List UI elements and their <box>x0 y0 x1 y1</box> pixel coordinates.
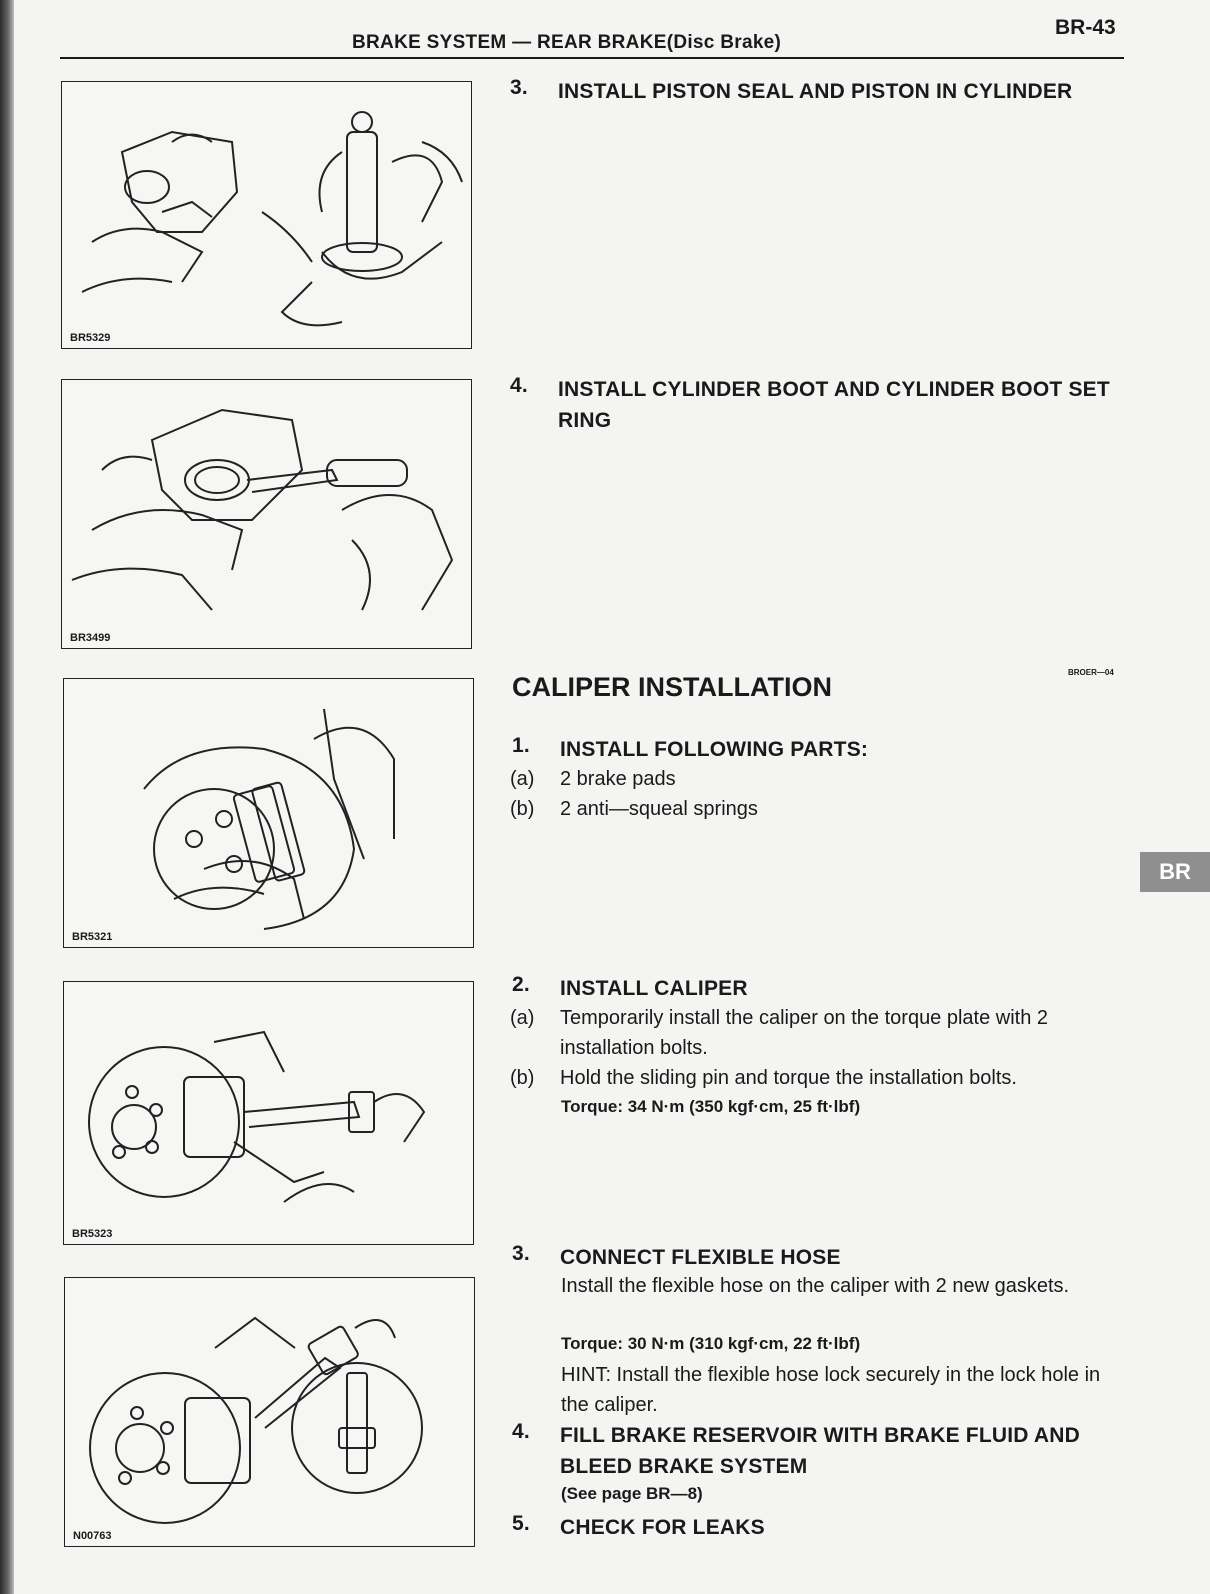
step-body: Install the flexible hose on the caliper with 2 new gaskets. <box>561 1275 1070 1297</box>
section-side-tab: BR <box>1140 852 1210 892</box>
substep-text: Temporarily install the caliper on the torque plate with 2 installation bolts. <box>560 1007 1049 1059</box>
header-rule <box>60 57 1124 59</box>
figure-code: N00763 <box>73 1530 112 1542</box>
flexible-hose-connect-illustration <box>65 1278 474 1546</box>
hint-text: HINT: Install the flexible hose lock securely in the lock hole in the caliper. <box>561 1364 1101 1416</box>
substep-label: (b) <box>510 798 535 820</box>
step-number: 2. <box>512 973 530 996</box>
step-text: INSTALL PISTON SEAL AND PISTON IN CYLINDER <box>558 80 1073 103</box>
step-text: CHECK FOR LEAKS <box>560 1516 765 1539</box>
step-text: INSTALL CYLINDER BOOT AND CYLINDER BOOT SET RING <box>558 378 1110 432</box>
substep-label: (a) <box>510 768 535 790</box>
figure-caliper <box>63 981 474 1245</box>
step-text: FILL BRAKE RESERVOIR WITH BRAKE FLUID AND BLEED BRAKE SYSTEM <box>560 1424 1080 1478</box>
step-text: INSTALL CALIPER <box>560 977 748 1000</box>
piston-seal-install-illustration <box>62 82 471 348</box>
page-binding-edge <box>0 0 14 1594</box>
step-number: 3. <box>512 1242 530 1265</box>
section-title: CALIPER INSTALLATION <box>512 672 832 702</box>
caliper-install-illustration <box>64 982 473 1244</box>
figure-code: BR5329 <box>70 332 111 344</box>
page-number: BR-43 <box>1055 16 1116 39</box>
figure-code: BR3499 <box>70 632 111 644</box>
page-header-title: BRAKE SYSTEM — REAR BRAKE(Disc Brake) <box>352 32 782 53</box>
figure-flexible-hose <box>64 1277 475 1547</box>
figure-cylinder-boot <box>61 379 472 649</box>
step-number: 3. <box>510 76 528 99</box>
step-number: 5. <box>512 1512 530 1535</box>
page-reference: (See page BR—8) <box>561 1484 703 1503</box>
step-number: 4. <box>512 1420 530 1443</box>
step-number: 4. <box>510 374 528 397</box>
brake-pads-install-illustration <box>64 679 473 947</box>
substep-label: (a) <box>510 1007 535 1029</box>
torque-spec: Torque: 34 N·m (350 kgf·cm, 25 ft·lbf) <box>561 1097 861 1116</box>
substep-text: 2 anti—squeal springs <box>560 798 758 820</box>
figure-code: BR5323 <box>72 1228 113 1240</box>
section-ref-code: BROER—04 <box>1068 668 1114 677</box>
figure-code: BR5321 <box>72 931 113 943</box>
step-number: 1. <box>512 734 530 757</box>
cylinder-boot-install-illustration <box>62 380 471 648</box>
figure-piston-seal <box>61 81 472 349</box>
step-text: INSTALL FOLLOWING PARTS: <box>560 738 869 761</box>
substep-text: 2 brake pads <box>560 768 676 790</box>
step-text: CONNECT FLEXIBLE HOSE <box>560 1246 841 1269</box>
figure-brake-pads <box>63 678 474 948</box>
substep-label: (b) <box>510 1067 535 1089</box>
substep-text: Hold the sliding pin and torque the installation bolts. <box>560 1067 1017 1089</box>
torque-spec: Torque: 30 N·m (310 kgf·cm, 22 ft·lbf) <box>561 1334 861 1353</box>
